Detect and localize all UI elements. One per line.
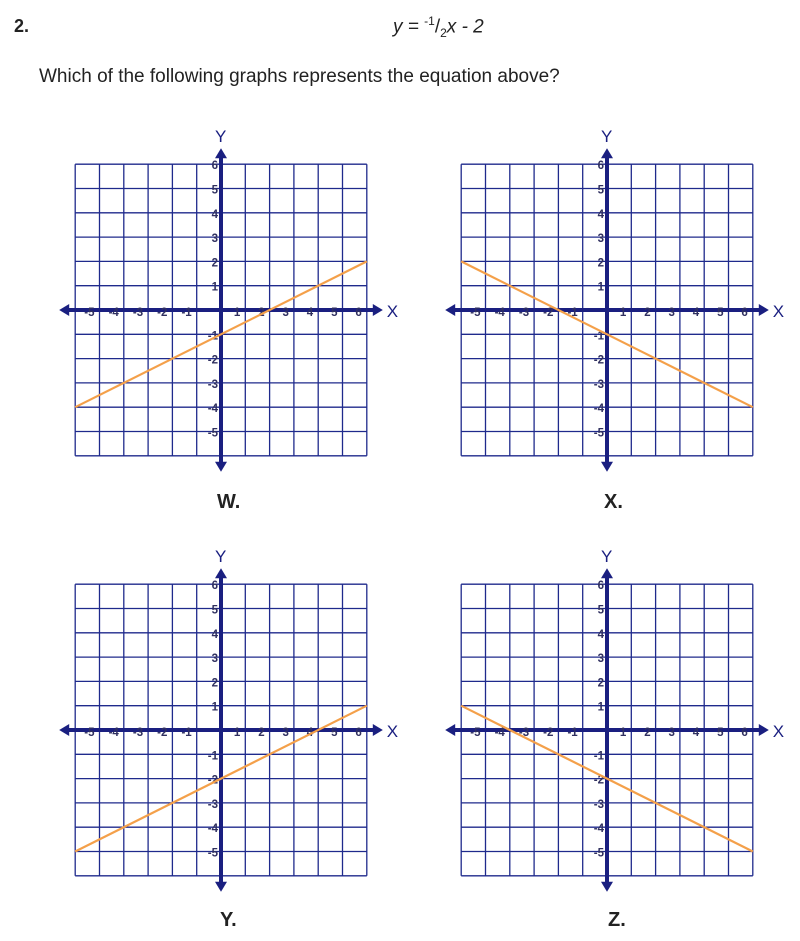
x-tick-label: -5 [470,727,481,739]
y-tick-label: 4 [211,208,218,221]
y-axis-label: Y [601,547,613,567]
y-tick-label: 2 [597,257,604,270]
x-tick-label: 1 [619,307,627,319]
y-tick-label: 5 [597,604,604,617]
y-tick-label: 3 [597,233,604,246]
x-tick-label: 4 [692,307,700,319]
y-tick-label: 2 [211,257,218,270]
x-tick-label: -3 [132,727,144,739]
equation-suffix: x - 2 [446,16,484,38]
y-tick-label: -2 [207,354,218,367]
x-tick-label: 2 [644,727,651,739]
y-tick-label: 4 [211,628,218,641]
y-tick-label: -4 [207,823,218,836]
x-axis-arrow-left [445,724,455,736]
x-tick-label: -4 [108,307,119,319]
x-tick-label: 6 [741,307,748,319]
y-tick-label: -4 [593,403,604,416]
y-tick-label: 6 [211,580,218,593]
x-tick-label: -3 [518,727,530,739]
y-tick-label: -1 [593,750,604,763]
y-tick-label: -3 [207,798,218,811]
y-axis-label: Y [601,127,613,147]
y-tick-label: -5 [207,847,218,860]
x-tick-label: 5 [717,727,724,739]
x-tick-label: 4 [306,307,314,319]
x-axis-arrow-right [759,724,769,736]
x-tick-label: -4 [108,727,119,739]
x-tick-label: 2 [258,307,265,319]
x-tick-label: -2 [543,727,554,739]
x-tick-label: 1 [233,727,241,739]
y-tick-label: -5 [593,847,604,860]
y-tick-label: -2 [593,774,604,787]
x-tick-label: 5 [331,727,338,739]
equation-denominator: 2 [440,26,447,41]
y-tick-label: 5 [211,184,218,197]
y-tick-label: -2 [207,774,218,787]
equation-prefix: y = [393,16,425,38]
equation-slash: / [434,16,441,38]
y-tick-label: 4 [597,628,604,641]
x-tick-label: -1 [181,727,192,739]
y-tick-label: -1 [207,330,218,343]
x-tick-label: 5 [331,307,338,319]
y-tick-label: 2 [211,677,218,690]
y-tick-label: -3 [593,378,604,391]
y-axis-label: Y [215,127,227,147]
y-tick-label: -1 [593,330,604,343]
y-tick-label: -3 [593,798,604,811]
y-axis-arrow-up [601,568,613,578]
option-label-y: Y. [220,909,237,931]
y-tick-label: -5 [207,427,218,440]
y-axis-arrow-down [601,882,613,892]
y-tick-label: -5 [593,427,604,440]
x-tick-label: -2 [157,727,168,739]
x-tick-label: -5 [470,307,481,319]
x-tick-label: -3 [132,307,144,319]
x-tick-label: -5 [84,307,95,319]
x-tick-label: 6 [741,727,748,739]
y-tick-label: -3 [207,378,218,391]
x-tick-label: -2 [543,307,554,319]
x-tick-label: -4 [494,727,505,739]
x-tick-label: 2 [258,727,265,739]
option-label-x: X. [604,491,623,513]
y-tick-label: 1 [211,701,218,714]
x-tick-label: 4 [692,727,700,739]
x-tick-label: 1 [233,307,241,319]
y-tick-label: 6 [211,160,218,173]
x-tick-label: 3 [668,307,675,319]
x-axis-label: X [772,302,785,321]
question-prompt: Which of the following graphs represents the equation above? [39,66,560,87]
option-label-z: Z. [608,909,626,931]
x-tick-label: -3 [518,307,530,319]
x-tick-label: 3 [282,307,289,319]
x-tick-label: 6 [355,727,362,739]
x-tick-label: -4 [494,307,505,319]
y-tick-label: 5 [211,604,218,617]
y-tick-label: -4 [593,823,604,836]
x-tick-label: 1 [619,727,627,739]
x-tick-label: 3 [282,727,289,739]
y-tick-label: 6 [597,580,604,593]
x-tick-label: -1 [567,307,578,319]
option-label-w: W. [217,491,241,513]
x-axis-label: X [772,722,785,741]
question-number: 2. [14,16,30,36]
x-tick-label: 3 [668,727,675,739]
y-tick-label: 5 [597,184,604,197]
equation-numerator: -1 [424,14,435,28]
y-tick-label: -1 [207,750,218,763]
x-tick-label: 6 [355,307,362,319]
x-tick-label: 2 [644,307,651,319]
y-tick-label: 1 [211,281,218,294]
x-tick-label: -5 [84,727,95,739]
y-tick-label: -4 [207,403,218,416]
y-tick-label: -2 [593,354,604,367]
x-axis-label: X [386,302,399,321]
x-tick-label: -1 [567,727,578,739]
y-tick-label: 1 [597,701,604,714]
x-tick-label: -1 [181,307,192,319]
x-tick-label: 5 [717,307,724,319]
y-tick-label: 4 [597,208,604,221]
y-axis-label: Y [215,547,227,567]
x-tick-label: -2 [157,307,168,319]
y-tick-label: 3 [597,653,604,666]
x-axis-label: X [386,722,399,741]
y-tick-label: 1 [597,281,604,294]
y-tick-label: 6 [597,160,604,173]
y-tick-label: 3 [211,233,218,246]
y-tick-label: 2 [597,677,604,690]
x-tick-label: 4 [306,727,314,739]
y-tick-label: 3 [211,653,218,666]
